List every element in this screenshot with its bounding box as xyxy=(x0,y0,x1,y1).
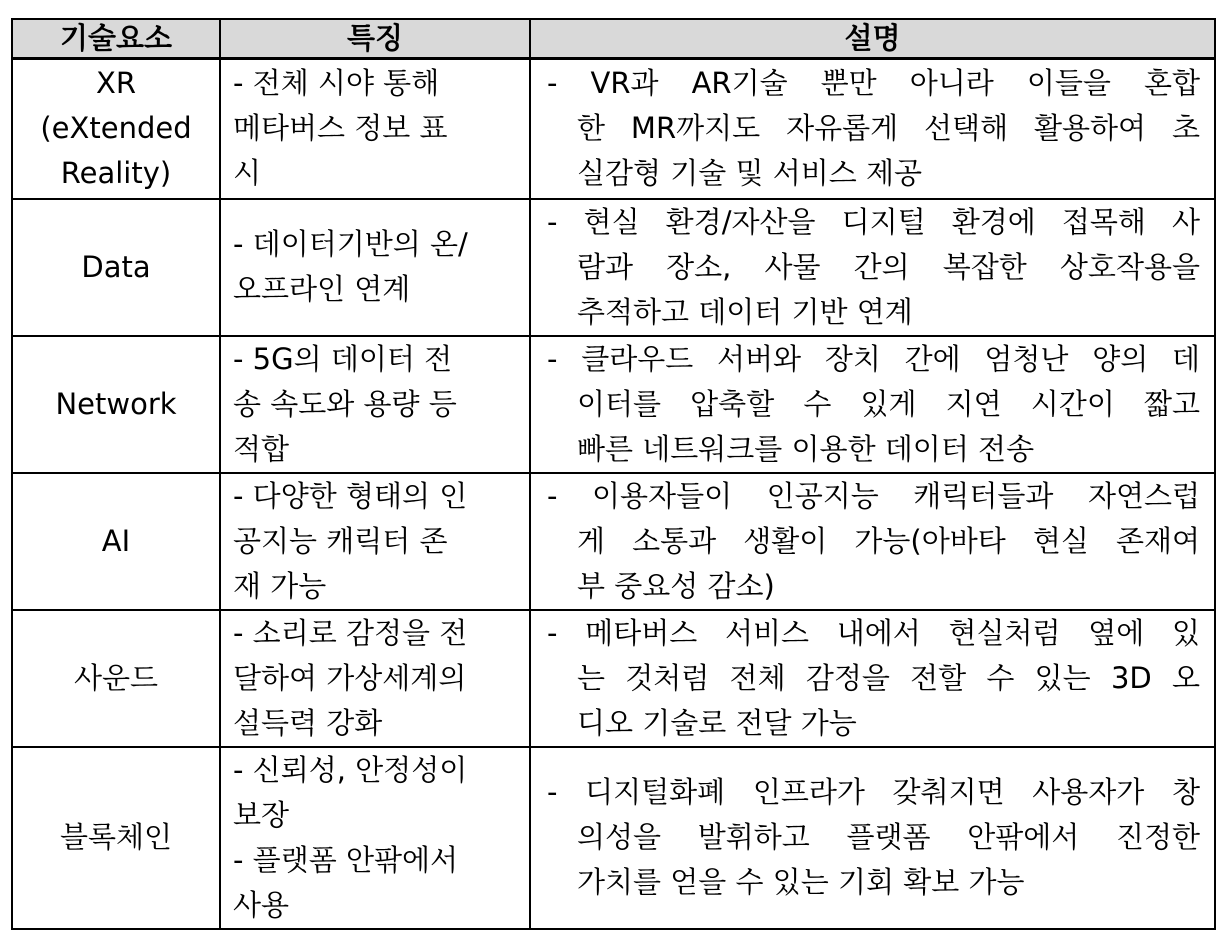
element-cell xyxy=(12,473,220,610)
element-cell xyxy=(12,610,220,747)
description-cell-line: - 디지털화폐 인프라가 갖춰지면 사용자가 창 xyxy=(547,775,1200,809)
description-cell-line: 빠른 네트워크를 이용한 데이터 전송 xyxy=(577,431,1035,466)
description-cell-line: 한 MR까지도 자유롭게 선택해 활용하여 초 xyxy=(577,111,1200,146)
element-cell-line: XR xyxy=(95,66,137,101)
feature-cell-line: 보장 xyxy=(233,797,290,832)
feature-cell-line: 사용 xyxy=(233,887,290,922)
element-cell xyxy=(12,336,220,473)
feature-cell xyxy=(220,747,530,929)
element-cell xyxy=(12,747,220,929)
feature-cell-line: 공지능 캐릭터 존 xyxy=(233,523,448,558)
header-feature: 특징 xyxy=(220,19,530,59)
feature-cell-line: 시 xyxy=(233,156,262,191)
element-cell-line: 블록체인 xyxy=(59,820,173,854)
feature-cell xyxy=(220,610,530,747)
table-row xyxy=(12,199,1215,336)
feature-cell-line: - 다양한 형태의 인 xyxy=(233,478,468,513)
table-row xyxy=(12,473,1215,610)
table-body xyxy=(12,59,1215,929)
table-row xyxy=(12,336,1215,473)
description-cell-line: - 이용자들이 인공지능 캐릭터들과 자연스럽 xyxy=(547,478,1200,513)
table-header xyxy=(12,19,1215,59)
description-cell-line: 이터를 압축할 수 있게 지연 시간이 짧고 xyxy=(577,386,1200,421)
feature-cell-line: - 데이터기반의 온/ xyxy=(233,227,468,261)
element-cell-line: Reality) xyxy=(60,156,172,191)
feature-cell xyxy=(220,199,530,336)
description-cell xyxy=(530,59,1215,199)
feature-cell xyxy=(220,59,530,199)
description-cell-line: 추적하고 데이터 기반 연계 xyxy=(577,294,913,329)
description-cell xyxy=(530,747,1215,929)
header-row xyxy=(12,19,1215,59)
description-cell-line: 게 소통과 생활이 가능(아바타 현실 존재여 xyxy=(577,523,1200,558)
description-cell-line: 는 것처럼 전체 감정을 전할 수 있는 3D 오 xyxy=(577,660,1200,695)
technology-table xyxy=(11,18,1216,930)
description-cell-line: 가치를 얻을 수 있는 기회 확보 가능 xyxy=(577,865,1025,899)
table-row xyxy=(12,59,1215,199)
element-cell-line: Network xyxy=(55,386,177,421)
feature-cell-line: 재 가능 xyxy=(233,568,327,603)
header-description: 설명 xyxy=(530,19,1215,59)
feature-cell-line: - 5G의 데이터 전 xyxy=(233,341,453,376)
feature-cell-line: - 소리로 감정을 전 xyxy=(233,615,468,650)
element-cell-line: (eXtended xyxy=(40,111,192,146)
feature-cell-line: 적합 xyxy=(233,431,290,466)
header-element: 기술요소 xyxy=(12,19,220,59)
description-cell-line: - 현실 환경/자산을 디지털 환경에 접목해 사 xyxy=(547,204,1200,239)
element-cell-line: Data xyxy=(81,249,151,284)
feature-cell-line: 송 속도와 용량 등 xyxy=(233,386,457,421)
description-cell xyxy=(530,473,1215,610)
element-cell-line: AI xyxy=(101,523,131,558)
description-cell-line: 부 중요성 감소) xyxy=(577,568,775,603)
feature-cell-line: 메타버스 정보 표 xyxy=(233,111,448,146)
description-cell-line: 실감형 기술 및 서비스 제공 xyxy=(577,156,923,191)
element-cell xyxy=(12,199,220,336)
feature-cell-line: - 플랫폼 안팎에서 xyxy=(233,842,458,877)
feature-cell-line: 달하여 가상세계의 xyxy=(233,660,467,695)
description-cell xyxy=(530,610,1215,747)
feature-cell xyxy=(220,473,530,610)
table-row xyxy=(12,747,1215,929)
feature-cell-line: - 신뢰성, 안정성이 xyxy=(233,752,468,787)
description-cell-line: - VR과 AR기술 뿐만 아니라 이들을 혼합 xyxy=(547,66,1200,101)
description-cell-line: - 클라우드 서버와 장치 간에 엄청난 양의 데 xyxy=(547,341,1200,376)
element-cell-line: 사운드 xyxy=(73,660,159,695)
description-cell-line: 디오 기술로 전달 가능 xyxy=(577,705,857,740)
element-cell xyxy=(12,59,220,199)
feature-cell-line: - 전체 시야 통해 xyxy=(233,66,440,101)
table-row xyxy=(12,610,1215,747)
description-cell-line: 람과 장소, 사물 간의 복잡한 상호작용을 xyxy=(577,249,1200,284)
feature-cell-line: 오프라인 연계 xyxy=(233,272,411,306)
description-cell-line: - 메타버스 서비스 내에서 현실처럼 옆에 있 xyxy=(547,615,1200,650)
description-cell xyxy=(530,199,1215,336)
description-cell-line: 의성을 발휘하고 플랫폼 안팎에서 진정한 xyxy=(577,820,1200,854)
description-cell xyxy=(530,336,1215,473)
feature-cell xyxy=(220,336,530,473)
feature-cell-line: 설득력 강화 xyxy=(233,705,383,740)
